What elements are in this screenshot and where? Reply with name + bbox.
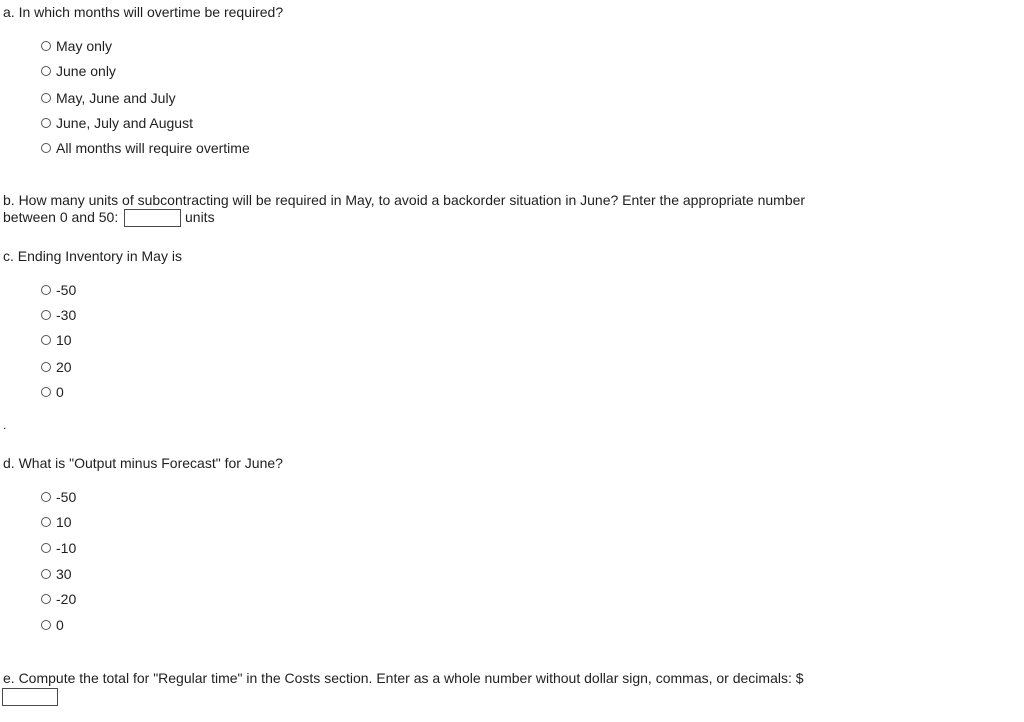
radio-icon[interactable] xyxy=(41,387,51,397)
question-a-text: a. In which months will overtime be required? xyxy=(3,4,284,20)
question-d-option-neg10[interactable] xyxy=(41,539,76,557)
regular-time-total-input[interactable] xyxy=(2,688,58,706)
option-label: -50 xyxy=(56,489,77,505)
question-c-option-20[interactable] xyxy=(41,358,72,376)
question-a-option-all-months[interactable] xyxy=(41,139,250,157)
option-label: June only xyxy=(56,63,116,79)
question-d-option-neg20[interactable] xyxy=(41,590,76,608)
radio-icon[interactable] xyxy=(41,492,51,502)
radio-icon[interactable] xyxy=(41,41,51,51)
radio-icon[interactable] xyxy=(41,362,51,372)
option-label: 20 xyxy=(56,359,72,375)
question-c-text: c. Ending Inventory in May is xyxy=(3,248,182,264)
option-label: 0 xyxy=(56,617,64,633)
radio-icon[interactable] xyxy=(41,310,51,320)
option-label: 30 xyxy=(56,566,72,582)
option-label: -20 xyxy=(56,591,77,607)
question-b-text-line1: b. How many units of subcontracting will be required in May, to avoid a backorder situation in June? Enter the appropriate number xyxy=(3,192,806,208)
option-label: -10 xyxy=(56,540,77,556)
option-label: 0 xyxy=(56,384,64,400)
question-d-option-30[interactable] xyxy=(41,565,72,583)
option-label: 10 xyxy=(56,514,72,530)
question-c-option-neg30[interactable] xyxy=(41,306,76,324)
radio-icon[interactable] xyxy=(41,118,51,128)
option-label: -30 xyxy=(56,307,77,323)
option-label: 10 xyxy=(56,332,72,348)
separator-dot: . xyxy=(3,418,7,432)
question-a-option-may-june-july[interactable] xyxy=(41,89,176,107)
question-a-option-june-only[interactable] xyxy=(41,62,116,80)
radio-icon[interactable] xyxy=(41,543,51,553)
radio-icon[interactable] xyxy=(41,620,51,630)
question-e-text: e. Compute the total for "Regular time" in the Costs section. Enter as a whole number without dollar sign, commas, or decimals: $ xyxy=(3,670,804,686)
question-b-text-line2 xyxy=(3,209,215,227)
question-d-text: d. What is "Output minus Forecast" for June? xyxy=(3,455,283,471)
radio-icon[interactable] xyxy=(41,517,51,527)
radio-icon[interactable] xyxy=(41,143,51,153)
question-a-option-june-july-august[interactable] xyxy=(41,114,193,132)
option-label: May only xyxy=(56,38,113,54)
question-c-option-10[interactable] xyxy=(41,331,72,349)
question-d-option-10[interactable] xyxy=(41,513,72,531)
question-d-option-0[interactable] xyxy=(41,616,64,634)
option-label: May, June and July xyxy=(56,90,176,106)
question-c-option-neg50[interactable] xyxy=(41,281,76,299)
units-label: units xyxy=(185,209,215,225)
question-d-option-neg50[interactable] xyxy=(41,488,76,506)
question-b-prefix: between 0 and 50: xyxy=(3,209,119,225)
subcontracting-units-input[interactable] xyxy=(124,209,181,227)
radio-icon[interactable] xyxy=(41,93,51,103)
radio-icon[interactable] xyxy=(41,569,51,579)
option-label: All months will require overtime xyxy=(56,140,250,156)
question-a-option-may-only[interactable] xyxy=(41,37,112,55)
radio-icon[interactable] xyxy=(41,335,51,345)
option-label: June, July and August xyxy=(56,115,193,131)
radio-icon[interactable] xyxy=(41,66,51,76)
radio-icon[interactable] xyxy=(41,285,51,295)
option-label: -50 xyxy=(56,282,77,298)
question-c-option-0[interactable] xyxy=(41,383,64,401)
radio-icon[interactable] xyxy=(41,594,51,604)
